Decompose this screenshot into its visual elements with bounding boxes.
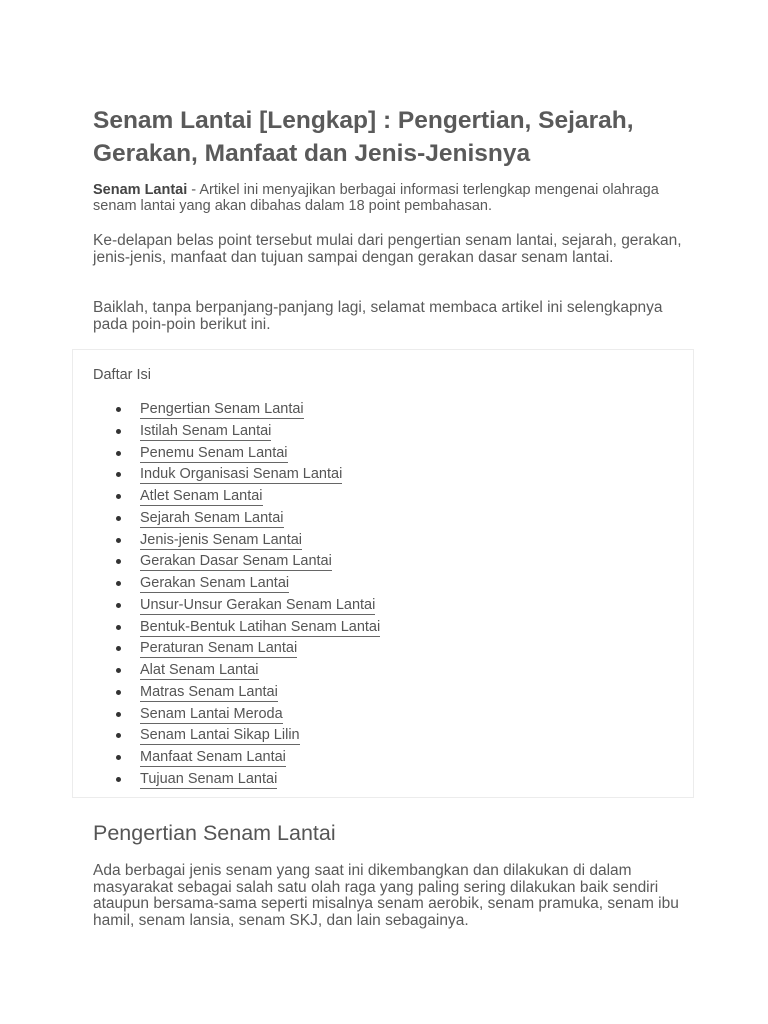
toc-item — [93, 725, 380, 747]
toc-item — [93, 617, 380, 639]
intro-bold-keyword: Senam Lantai — [93, 182, 188, 198]
toc-item — [93, 443, 380, 465]
toc-item — [93, 530, 380, 552]
toc-item — [93, 747, 380, 769]
toc-link[interactable]: Senam Lantai Meroda — [140, 705, 283, 722]
toc-item — [93, 551, 380, 573]
intro-text: - Artikel ini menyajikan berbagai informasi terlengkap mengenai olahraga senam lantai yang akan dibahas dalam 18 point pembahasan. — [93, 182, 659, 214]
toc-link[interactable]: Manfaat Senam Lantai — [140, 749, 286, 765]
toc-item — [93, 486, 380, 508]
toc-link[interactable]: Alat Senam Lantai — [140, 662, 259, 678]
toc-item — [93, 464, 380, 486]
toc-item — [93, 704, 380, 726]
paragraph-points: Ke-delapan belas point tersebut mulai dari pengertian senam lantai, sejarah, gerakan, jenis-jenis, manfaat dan tujuan sampai dengan gerakan dasar senam lantai. — [93, 232, 682, 266]
toc-item — [93, 508, 380, 530]
toc-link[interactable]: Pengertian Senam Lantai — [140, 401, 304, 417]
toc-link[interactable]: Senam Lantai Sikap Lilin — [140, 727, 300, 744]
toc-link[interactable]: Tujuan Senam Lantai — [140, 770, 278, 787]
toc-link[interactable]: Istilah Senam Lantai — [140, 422, 272, 439]
toc-link[interactable]: Bentuk-Bentuk Latihan Senam Lantai — [140, 618, 381, 635]
toc-item — [93, 682, 380, 704]
toc-link[interactable]: Atlet Senam Lantai — [140, 488, 263, 504]
toc-link[interactable]: Gerakan Senam Lantai — [140, 575, 290, 591]
toc-list — [93, 399, 380, 791]
toc-link[interactable]: Penemu Senam Lantai — [140, 444, 288, 461]
paragraph-greeting: Baiklah, tanpa berpanjang-panjang lagi, selamat membaca artikel ini selengkapnya pada poin-poin berikut ini. — [93, 299, 663, 333]
section-paragraph: Ada berbagai jenis senam yang saat ini dikembangkan dan dilakukan di dalam masyarakat sebagai salah satu olah raga yang paling sering dilakukan baik sendiri ataupun bersama-sama seperti misalnya senam aerobik, senam pramuka, senam ibu hamil, senam lansia, senam SKJ, dan lain sebagainya. — [93, 862, 679, 930]
toc-item — [93, 399, 380, 421]
toc-link[interactable]: Unsur-Unsur Gerakan Senam Lantai — [140, 596, 376, 613]
toc-item — [93, 638, 380, 660]
toc-item — [93, 573, 380, 595]
toc-item — [93, 595, 380, 617]
toc-link[interactable]: Matras Senam Lantai — [140, 683, 278, 700]
toc-item — [93, 769, 380, 791]
intro-paragraph — [93, 182, 683, 214]
toc-link[interactable]: Induk Organisasi Senam Lantai — [140, 466, 343, 483]
toc-link[interactable]: Jenis-jenis Senam Lantai — [140, 531, 303, 548]
article-title: Senam Lantai [Lengkap] : Pengertian, Sejarah, Gerakan, Manfaat dan Jenis-Jenisnya — [93, 107, 634, 167]
section-heading: Pengertian Senam Lantai — [93, 821, 336, 845]
toc-link[interactable]: Sejarah Senam Lantai — [140, 509, 284, 526]
toc-item — [93, 421, 380, 443]
toc-title: Daftar Isi — [93, 367, 152, 383]
toc-link[interactable]: Gerakan Dasar Senam Lantai — [140, 553, 332, 570]
toc-item — [93, 660, 380, 682]
toc-link[interactable]: Peraturan Senam Lantai — [140, 640, 298, 657]
table-of-contents — [72, 349, 694, 798]
